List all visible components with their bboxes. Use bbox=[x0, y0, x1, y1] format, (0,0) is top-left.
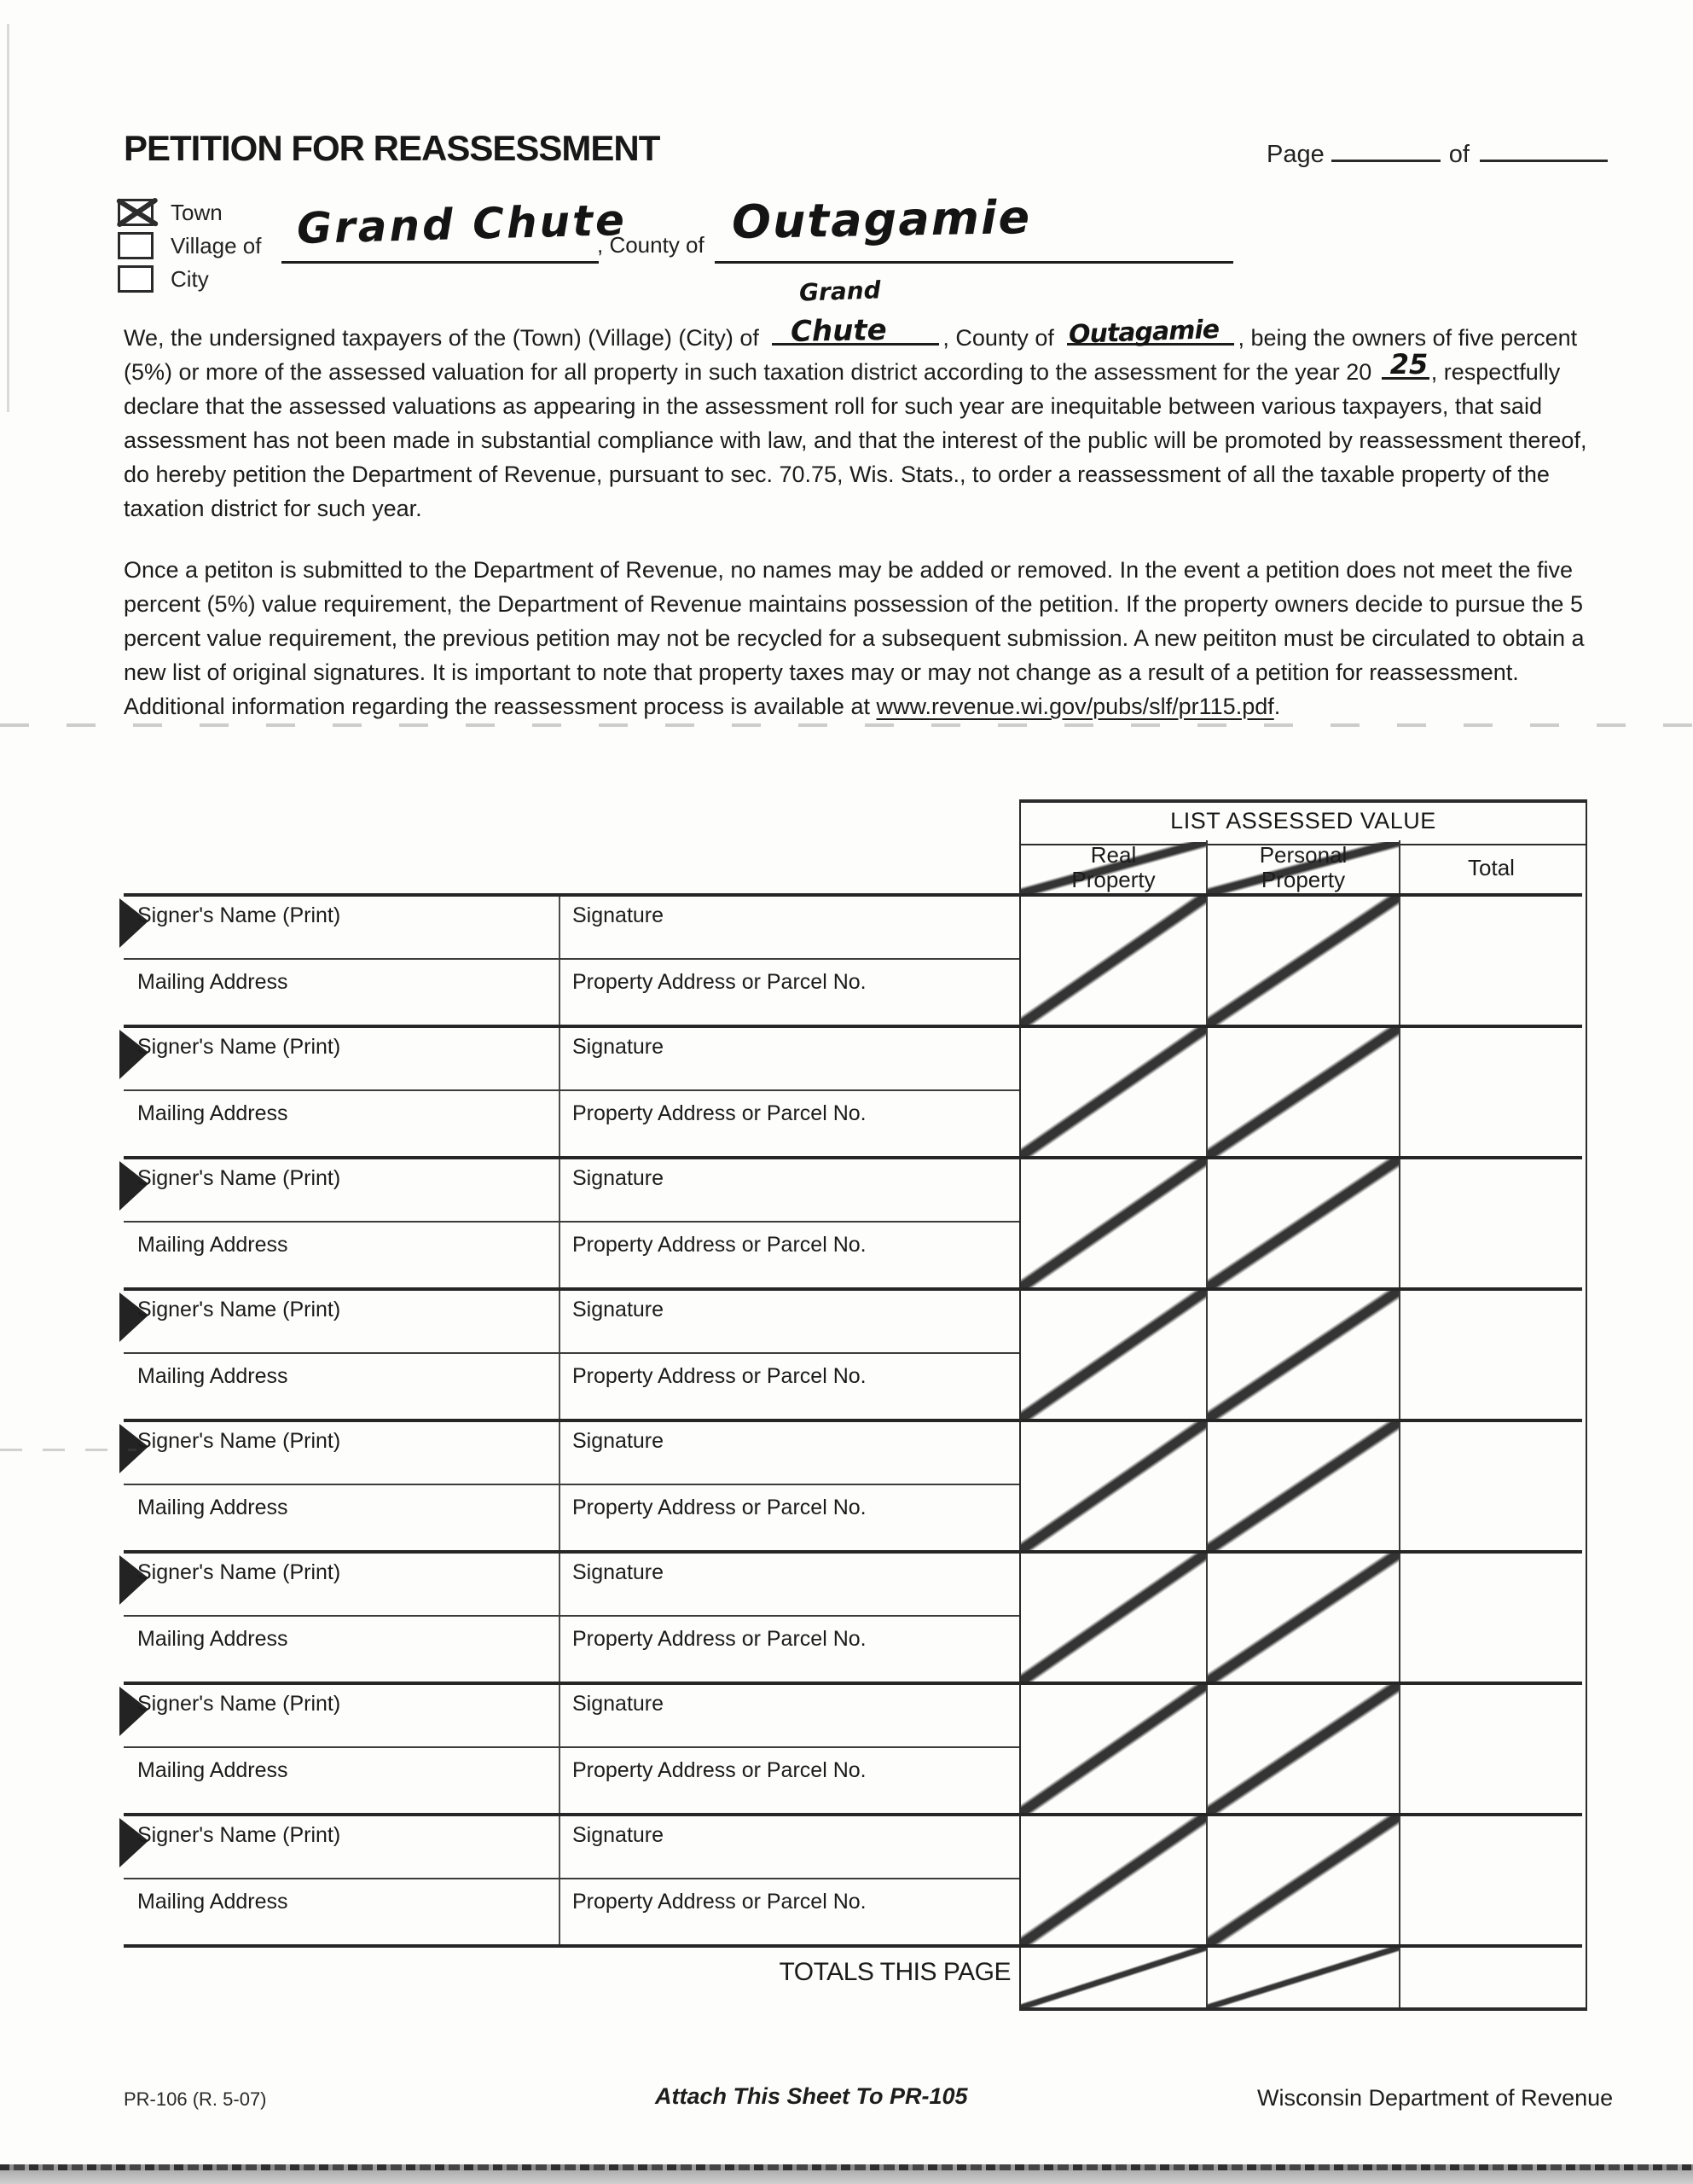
mailing-address-label: Mailing Address bbox=[137, 1101, 288, 1125]
real-property-cell bbox=[1021, 1028, 1206, 1156]
signer-block bbox=[124, 1550, 1019, 1682]
town-checkbox-icon bbox=[118, 199, 154, 226]
county-blank bbox=[1067, 314, 1234, 351]
signer-block-divider bbox=[124, 1484, 1019, 1485]
municipality-blank-above-handwriting: Grand bbox=[798, 276, 882, 307]
page-total-blank bbox=[1480, 135, 1608, 162]
real-property-cell bbox=[1021, 1685, 1206, 1813]
real-property-cell bbox=[1021, 897, 1206, 1025]
personal-property-cell bbox=[1208, 1816, 1399, 1944]
signer-block-divider bbox=[559, 1422, 560, 1550]
signature-label: Signature bbox=[572, 1692, 664, 1716]
declaration-paragraph bbox=[124, 276, 1609, 526]
signer-block-divider bbox=[124, 1352, 1019, 1354]
personal-property-cell bbox=[1208, 1422, 1399, 1550]
assessed-value-table bbox=[1019, 799, 1587, 2011]
signature-label: Signature bbox=[572, 1298, 664, 1321]
signer-name-label: Signer's Name (Print) bbox=[137, 903, 341, 927]
signature-label: Signature bbox=[572, 1166, 664, 1190]
city-label: City bbox=[171, 265, 209, 292]
p2-period: . bbox=[1273, 694, 1281, 719]
mailing-address-label: Mailing Address bbox=[137, 1233, 288, 1257]
total-cell bbox=[1400, 1291, 1582, 1419]
signer-block-divider bbox=[124, 1615, 1019, 1617]
total-cell bbox=[1400, 1685, 1582, 1813]
scan-artifact-bottom-band bbox=[0, 2164, 1693, 2170]
municipality-option-village bbox=[118, 231, 262, 260]
signer-name-label: Signer's Name (Print) bbox=[137, 1692, 341, 1716]
p1-body: , being the owners of five percent (5%) or more of the assessed valuation for all property in such taxation district according to the assessment for the year 20 bbox=[124, 325, 1578, 385]
municipality-option-city bbox=[118, 264, 209, 293]
agency-name: Wisconsin Department of Revenue bbox=[1257, 2085, 1614, 2111]
county-of-label: , County of bbox=[597, 232, 704, 258]
signer-block bbox=[124, 1682, 1019, 1813]
of-label: of bbox=[1448, 141, 1470, 168]
assessed-value-row bbox=[1021, 1550, 1582, 1682]
signer-block bbox=[124, 1025, 1019, 1156]
property-address-label: Property Address or Parcel No. bbox=[572, 1627, 867, 1651]
personal-property-cell bbox=[1208, 1291, 1399, 1419]
p1-intro: We, the undersigned taxpayers of the (Town) (Village) (City) of bbox=[124, 325, 766, 351]
signer-name-label: Signer's Name (Print) bbox=[137, 1429, 341, 1453]
form-number: PR-106 (R. 5-07) bbox=[124, 2088, 267, 2110]
mailing-address-label: Mailing Address bbox=[137, 1758, 288, 1782]
totals-this-page-label: TOTALS THIS PAGE bbox=[779, 1958, 1011, 1986]
mailing-address-label: Mailing Address bbox=[137, 1890, 288, 1914]
signer-table bbox=[124, 893, 1019, 1948]
signer-block-divider bbox=[559, 1291, 560, 1419]
city-checkbox-icon bbox=[118, 265, 154, 293]
signer-block bbox=[124, 1287, 1019, 1419]
assessed-value-row bbox=[1021, 1419, 1582, 1550]
signer-block-divider bbox=[559, 1816, 560, 1944]
signature-label: Signature bbox=[572, 903, 664, 927]
county-handwriting: Outagamie bbox=[731, 189, 1032, 250]
signer-name-label: Signer's Name (Print) bbox=[137, 1035, 341, 1059]
signature-label: Signature bbox=[572, 1429, 664, 1453]
assessed-value-row bbox=[1021, 1025, 1582, 1156]
page-label: Page bbox=[1267, 141, 1325, 168]
total-column-header: Total bbox=[1468, 854, 1515, 880]
mailing-address-label: Mailing Address bbox=[137, 970, 288, 994]
personal-property-column-header: Personal Property bbox=[1208, 842, 1399, 893]
real-property-cell bbox=[1021, 1291, 1206, 1419]
real-property-column-header: Real Property bbox=[1021, 842, 1206, 893]
total-cell bbox=[1400, 1422, 1582, 1550]
scan-artifact-bottom-band bbox=[0, 2170, 1693, 2184]
signer-block-divider bbox=[124, 1221, 1019, 1223]
signer-block-divider bbox=[559, 1685, 560, 1813]
signer-block bbox=[124, 1156, 1019, 1287]
personal-property-cell bbox=[1208, 1554, 1399, 1682]
mailing-address-label: Mailing Address bbox=[137, 1364, 288, 1388]
signature-label: Signature bbox=[572, 1560, 664, 1584]
scan-artifact-edge bbox=[7, 24, 9, 412]
property-address-label: Property Address or Parcel No. bbox=[572, 970, 867, 994]
assessed-value-row bbox=[1021, 1156, 1582, 1287]
county-name-line bbox=[715, 261, 1233, 264]
village-checkbox-icon bbox=[118, 232, 154, 259]
personal-property-cell bbox=[1208, 897, 1399, 1025]
page-number-row bbox=[1267, 135, 1608, 169]
signer-block-divider bbox=[559, 1554, 560, 1682]
year-blank bbox=[1382, 348, 1429, 380]
town-label: Town bbox=[171, 199, 223, 225]
signer-name-label: Signer's Name (Print) bbox=[137, 1298, 341, 1321]
real-property-cell bbox=[1021, 1422, 1206, 1550]
p1-county-label: , County of bbox=[942, 325, 1061, 351]
personal-property-cell bbox=[1208, 1028, 1399, 1156]
assessed-value-row bbox=[1021, 893, 1582, 1025]
municipality-name-line bbox=[281, 261, 599, 264]
p2-body: Once a petiton is submitted to the Department of Revenue, no names may be added or removed. In the event a petition does not meet the five percent (5%) value requirement, the Department of Revenue maintains possession of the petition. If the property owners decide to pursue the 5 percent value requirement, the previous petition may not be recycled for a subsequent submission. A new peititon must be circulated to obtain a new list of original signatures. It is important to note that property taxes may or may not change as a result of a petition for reassessment. Additional information regarding the reassessment process is available at bbox=[124, 557, 1585, 719]
municipality-blank-handwriting: Chute bbox=[791, 313, 888, 349]
totals-personal-property-cell bbox=[1208, 1948, 1399, 2007]
municipality-blank bbox=[772, 276, 939, 349]
scan-artifact-line bbox=[0, 1449, 136, 1451]
signer-block bbox=[124, 1419, 1019, 1550]
assessed-value-row bbox=[1021, 1682, 1582, 1813]
personal-property-cell bbox=[1208, 1685, 1399, 1813]
page-number-blank bbox=[1331, 135, 1441, 162]
signer-block-divider bbox=[124, 1746, 1019, 1748]
signature-label: Signature bbox=[572, 1823, 664, 1847]
village-label: Village of bbox=[171, 232, 262, 258]
signer-name-label: Signer's Name (Print) bbox=[137, 1560, 341, 1584]
signer-name-label: Signer's Name (Print) bbox=[137, 1166, 341, 1190]
total-cell bbox=[1400, 1554, 1582, 1682]
signer-block bbox=[124, 1813, 1019, 1944]
totals-real-property-cell bbox=[1021, 1948, 1206, 2007]
property-address-label: Property Address or Parcel No. bbox=[572, 1101, 867, 1125]
property-address-label: Property Address or Parcel No. bbox=[572, 1364, 867, 1388]
personal-property-cell bbox=[1208, 1159, 1399, 1287]
signer-block-divider bbox=[124, 958, 1019, 960]
assessed-value-row bbox=[1021, 1813, 1582, 1944]
property-address-label: Property Address or Parcel No. bbox=[572, 1890, 867, 1914]
totals-row bbox=[1021, 1944, 1582, 2007]
real-property-cell bbox=[1021, 1816, 1206, 1944]
attach-note: Attach This Sheet To PR-105 bbox=[655, 2083, 968, 2109]
revenue-url-text: www.revenue.wi.gov/pubs/slf/pr115.pdf bbox=[876, 694, 1274, 719]
scan-artifact-line bbox=[0, 723, 1693, 727]
total-cell bbox=[1400, 1028, 1582, 1156]
information-paragraph bbox=[124, 553, 1609, 723]
total-cell bbox=[1400, 897, 1582, 1025]
county-blank-handwriting: Outagamie bbox=[1068, 314, 1220, 351]
signer-block-divider bbox=[124, 1089, 1019, 1091]
signer-name-label: Signer's Name (Print) bbox=[137, 1823, 341, 1847]
signer-block-divider bbox=[559, 1159, 560, 1287]
assessed-value-row bbox=[1021, 1287, 1582, 1419]
mailing-address-label: Mailing Address bbox=[137, 1627, 288, 1651]
total-cell bbox=[1400, 1816, 1582, 1944]
total-cell bbox=[1400, 1159, 1582, 1287]
property-address-label: Property Address or Parcel No. bbox=[572, 1496, 867, 1519]
municipality-handwriting: Grand Chute bbox=[296, 195, 628, 254]
signer-block-divider bbox=[559, 1028, 560, 1156]
signer-block-divider bbox=[559, 897, 560, 1025]
mailing-address-label: Mailing Address bbox=[137, 1496, 288, 1519]
p1-tail: , respectfully declare that the assessed valuations as appearing in the assessment roll for such year are inequitable between various taxpayers, that said assessment has not been made in substantial compliance with law, and that the interest of the public will be promoted by reassessment thereof, do hereby petition the Department of Revenue, pursuant to sec. 70.75, Wis. Stats., to order a reassessment of all the taxable property of the taxation district for such year. bbox=[124, 359, 1587, 521]
property-address-label: Property Address or Parcel No. bbox=[572, 1233, 867, 1257]
signer-block bbox=[124, 893, 1019, 1025]
real-property-cell bbox=[1021, 1159, 1206, 1287]
page-title: PETITION FOR REASSESSMENT bbox=[124, 128, 660, 168]
signature-label: Signature bbox=[572, 1035, 664, 1059]
assessed-value-header: LIST ASSESSED VALUE bbox=[1021, 803, 1586, 845]
property-address-label: Property Address or Parcel No. bbox=[572, 1758, 867, 1782]
signer-block-divider bbox=[124, 1878, 1019, 1879]
totals-total-cell bbox=[1400, 1948, 1582, 2007]
real-property-cell bbox=[1021, 1554, 1206, 1682]
municipality-option-town bbox=[118, 198, 223, 227]
year-handwriting: 25 bbox=[1389, 348, 1429, 380]
